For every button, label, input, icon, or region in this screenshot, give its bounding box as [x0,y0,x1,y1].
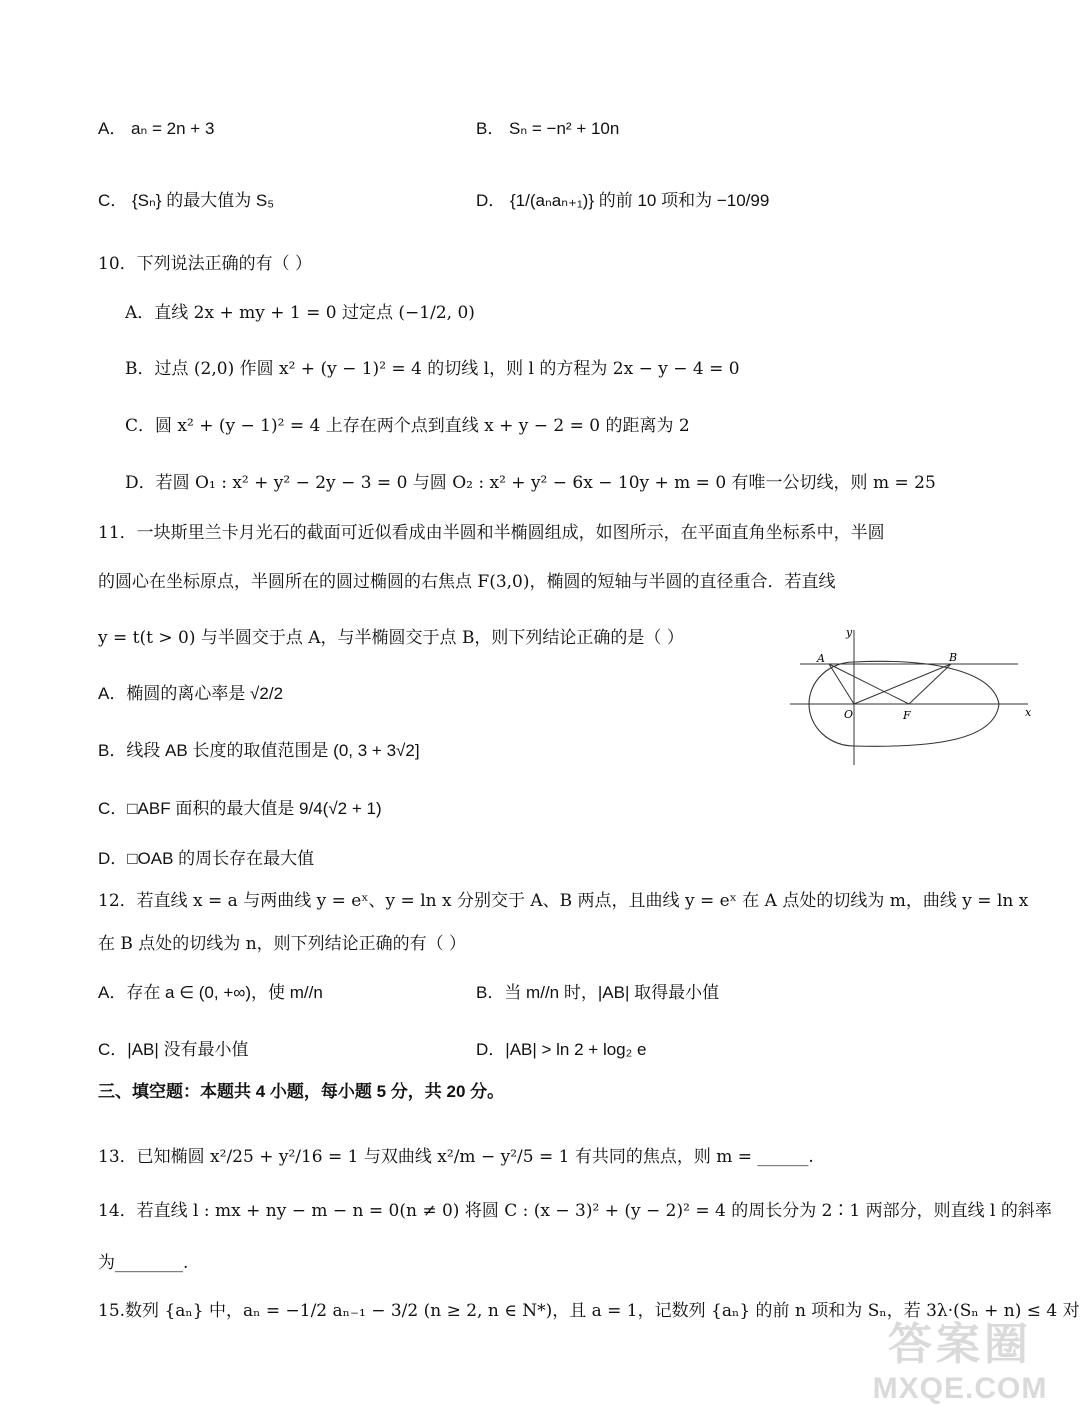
q12-option-a: A．存在 a ∈ (0, +∞)，使 m//n [98,983,323,1002]
q11-stem-line3: y = t(t > 0) 与半圆交于点 A，与半椭圆交于点 B，则下列结论正确的是（ ） [98,628,684,648]
section-heading: 三、填空题：本题共 4 小题，每小题 5 分，共 20 分。 [98,1082,505,1101]
segment-b-f [909,664,951,704]
point-o-label: O [844,708,854,721]
q11-option-c: C．□ABF 面积的最大值是 9/4(√2 + 1) [98,799,382,818]
q12-stem-line1: 12．若直线 x = a 与两曲线 y = eˣ、y = ln x 分别交于 A、B 两点，且曲线 y = eˣ 在 A 点处的切线为 m，曲线 y = ln x [98,891,1029,911]
q10-option-c: C．圆 x² + (y − 1)² = 4 上存在两个点到直线 x + y − 2 = 0 的距离为 2 [125,416,690,436]
q15-stem: 15.数列 {aₙ} 中，aₙ = −1/2 aₙ₋₁ − 3/2 (n ≥ 2, n ∈ N*)，且 a = 1，记数列 {aₙ} 的前 n 项和为 Sₙ，若 3λ·(Sₙ + n) ≤ 4 对 [98,1301,1080,1321]
q9-option-b: B． Sₙ = −n² + 10n [476,119,620,138]
q9-option-d: D． {1/(aₙaₙ₊₁)} 的前 10 项和为 −10/99 [476,191,770,210]
q10-stem: 10．下列说法正确的有（ ） [98,254,313,274]
q11-option-b: B．线段 AB 长度的取值范围是 (0, 3 + 3√2] [98,741,420,760]
watermark-logo [860,1308,1060,1403]
watermark-text: 答案圈 [888,1320,1032,1369]
watermark-url: MXQE.COM [872,1372,1048,1405]
q11-option-a: A．椭圆的离心率是 √2/2 [98,684,284,703]
moonstone-diagram [785,622,1035,767]
q14-stem-line1: 14．若直线 l : mx + ny − m − n = 0(n ≠ 0) 将圆 C : (x − 3)² + (y − 2)² = 4 的周长分为 2∶1 两部分，则直线 l 的斜率 [98,1201,1052,1221]
q12-option-c: C．|AB| 没有最小值 [98,1040,249,1059]
q9-option-a: A． aₙ = 2n + 3 [98,119,215,138]
q11-option-d: D．□OAB 的周长存在最大值 [98,849,315,868]
point-f-label: F [903,709,911,722]
q14-stem-line2: 为________. [98,1253,189,1273]
y-axis-label: y [846,626,853,639]
x-axis-label: x [1025,706,1032,719]
q10-option-a: A．直线 2x + my + 1 = 0 过定点 (−1/2, 0) [125,303,475,323]
q11-stem-line1: 11．一块斯里兰卡月光石的截面可近似看成由半圆和半椭圆组成，如图所示，在平面直角坐标系中，半圆 [98,523,885,543]
q12-option-d: D．|AB| > ln 2 + log₂ e [476,1040,647,1059]
point-b-label: B [949,651,958,664]
q12-option-b: B．当 m//n 时，|AB| 取得最小值 [476,983,720,1002]
q9-option-c: C． {Sₙ} 的最大值为 S₅ [98,191,275,210]
q12-stem-line2: 在 B 点处的切线为 n，则下列结论正确的有（ ） [98,934,467,954]
q13-stem: 13．已知椭圆 x²/25 + y²/16 = 1 与双曲线 x²/m − y²/5 = 1 有共同的焦点，则 m = ______. [98,1147,814,1167]
point-a-label: A [817,652,825,665]
q11-stem-line2: 的圆心在坐标原点，半圆所在的圆过椭圆的右焦点 F(3,0)，椭圆的短轴与半圆的直径重合．若直线 [98,572,836,592]
q10-option-d: D．若圆 O₁ : x² + y² − 2y − 3 = 0 与圆 O₂ : x² + y² − 6x − 10y + m = 0 有唯一公切线，则 m = 25 [125,473,936,493]
q10-option-b: B．过点 (2,0) 作圆 x² + (y − 1)² = 4 的切线 l，则 l 的方程为 2x − y − 4 = 0 [125,359,740,379]
